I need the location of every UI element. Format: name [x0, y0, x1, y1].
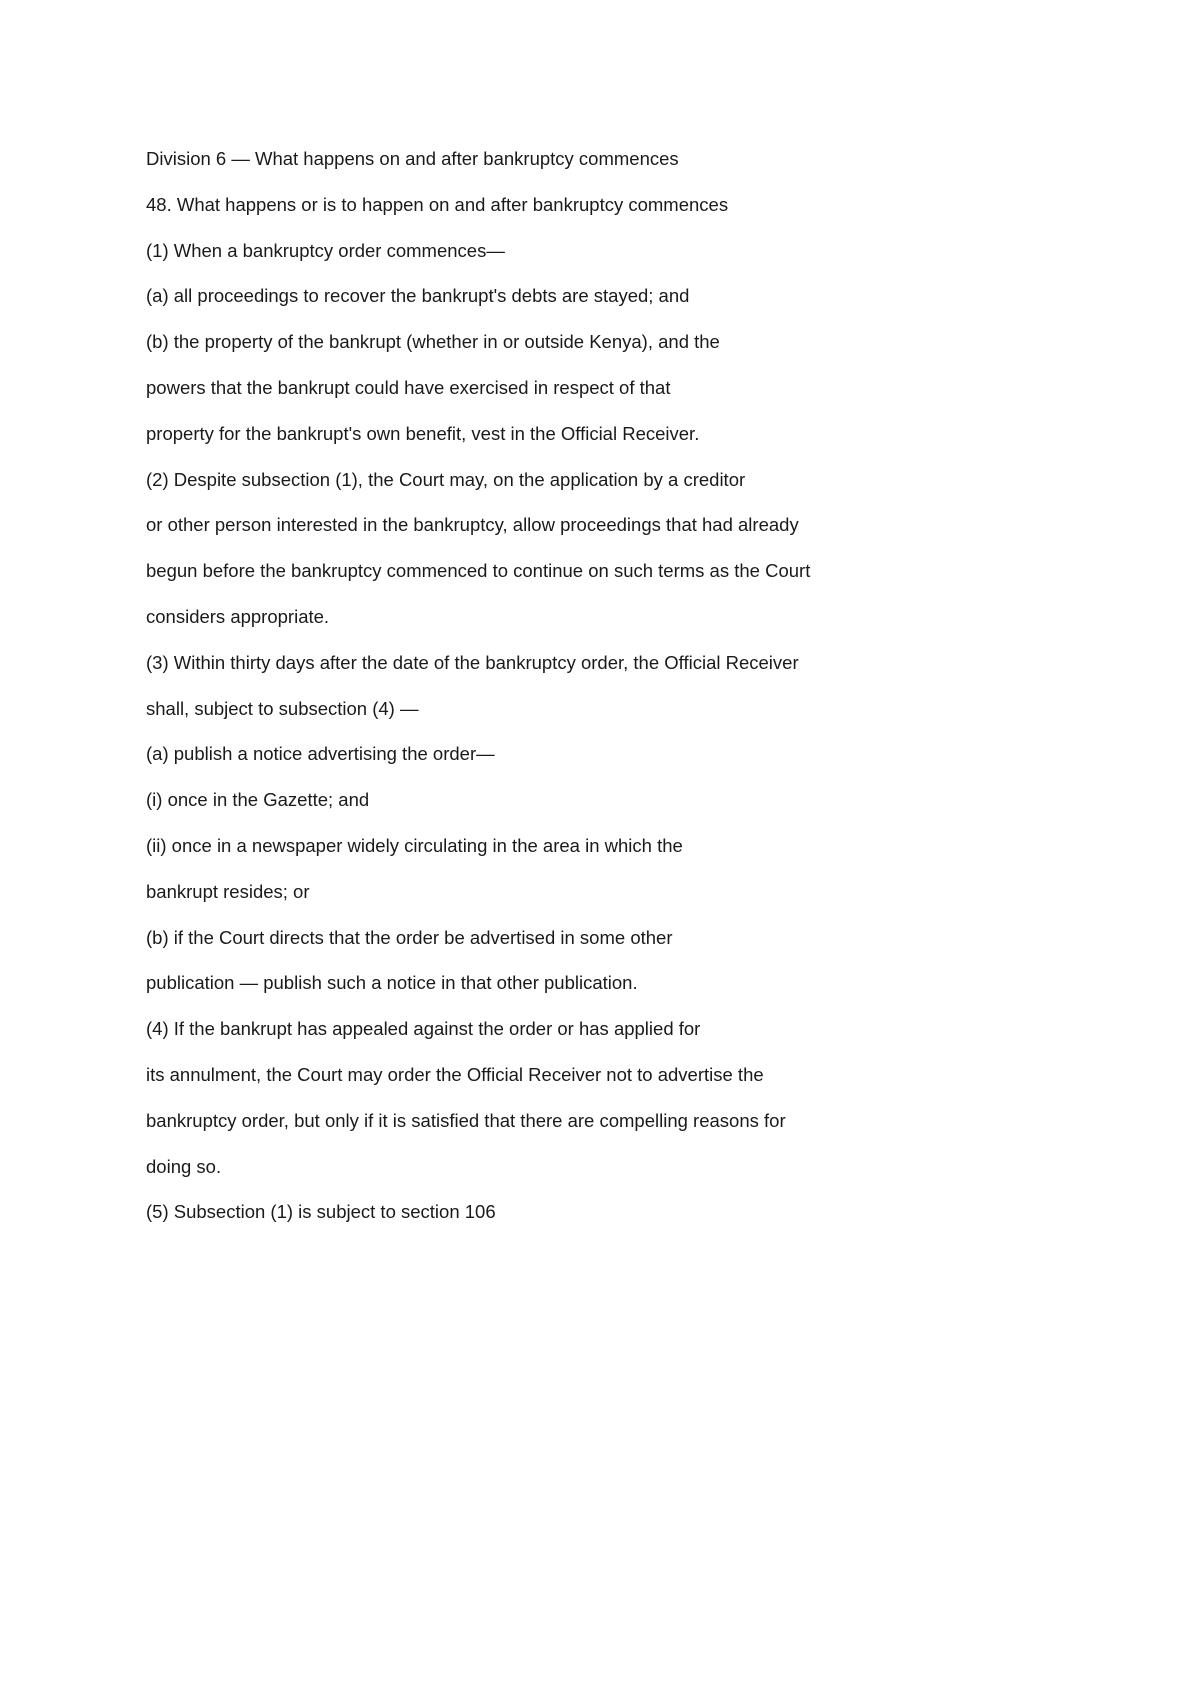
text-line: begun before the bankruptcy commenced to continue on such terms as the Court	[146, 560, 811, 582]
text-line: (a) all proceedings to recover the bankrupt's debts are stayed; and	[146, 285, 690, 307]
text-line: powers that the bankrupt could have exercised in respect of that	[146, 376, 671, 398]
text-line: considers appropriate.	[146, 605, 330, 627]
text-line: (4) If the bankrupt has appealed against the order or has applied for	[146, 1018, 701, 1040]
document-body	[146, 145, 1146, 1244]
text-line: its annulment, the Court may order the Official Receiver not to advertise the	[146, 1063, 764, 1085]
text-line: (b) if the Court directs that the order be advertised in some other	[146, 926, 673, 948]
section-heading: 48. What happens or is to happen on and after bankruptcy commences	[146, 193, 729, 215]
text-line: (b) the property of the bankrupt (whether in or outside Kenya), and the	[146, 331, 720, 353]
text-line: property for the bankrupt's own benefit, vest in the Official Receiver.	[146, 422, 700, 444]
text-line: doing so.	[146, 1155, 222, 1177]
text-line: bankrupt resides; or	[146, 880, 310, 902]
text-line: (3) Within thirty days after the date of the bankruptcy order, the Official Receiver	[146, 651, 799, 673]
text-line: bankruptcy order, but only if it is satisfied that there are compelling reasons for	[146, 1109, 786, 1131]
text-line: (2) Despite subsection (1), the Court may, on the application by a creditor	[146, 468, 746, 490]
text-line: shall, subject to subsection (4) —	[146, 697, 419, 719]
text-line: (a) publish a notice advertising the order—	[146, 743, 495, 765]
division-heading: Division 6 — What happens on and after bankruptcy commences	[146, 148, 679, 169]
text-line: (1) When a bankruptcy order commences—	[146, 239, 505, 261]
text-line: or other person interested in the bankruptcy, allow proceedings that had already	[146, 514, 799, 536]
text-line: (5) Subsection (1) is subject to section 106	[146, 1201, 496, 1223]
text-line: (i) once in the Gazette; and	[146, 789, 370, 811]
text-line: publication — publish such a notice in that other publication.	[146, 972, 638, 994]
text-line: (ii) once in a newspaper widely circulating in the area in which the	[146, 834, 683, 856]
